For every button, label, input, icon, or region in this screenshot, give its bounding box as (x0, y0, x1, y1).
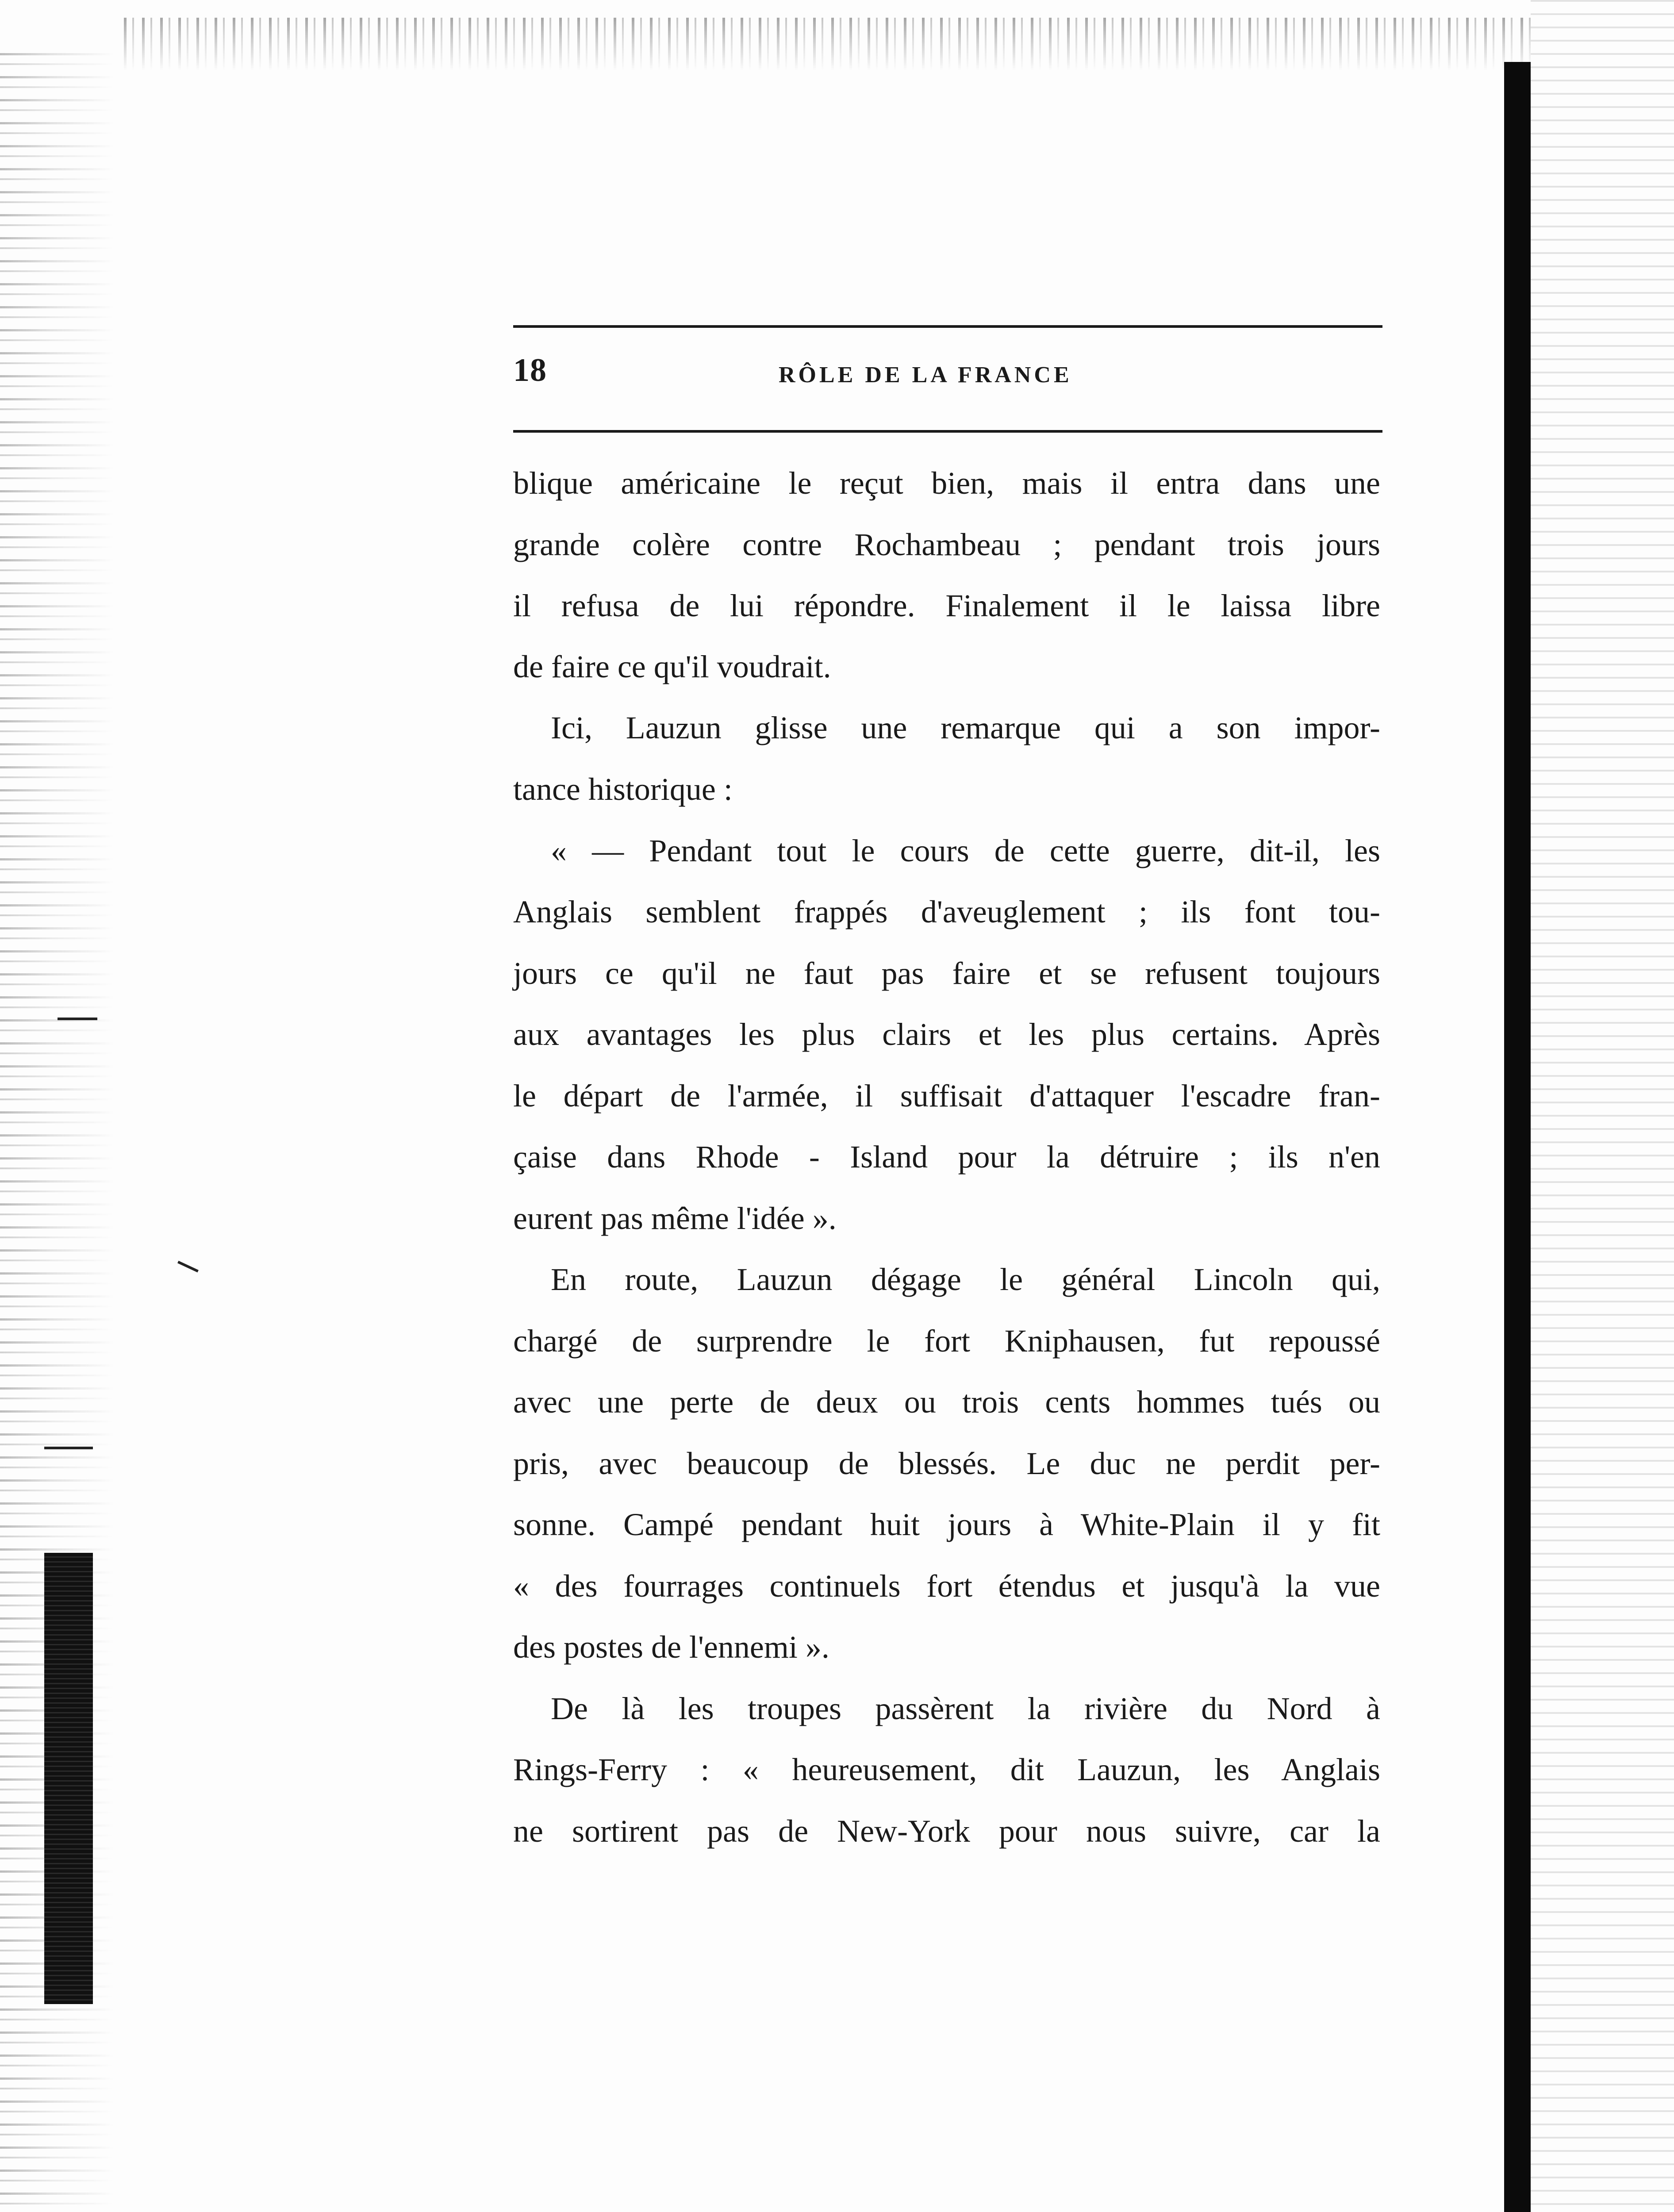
text-line: aux avantages les plus clairs et les plus certains. Après (513, 1017, 1380, 1052)
text-line: « des fourrages continuels fort étendus et jusqu'à la vue (513, 1568, 1380, 1604)
text-line: Rings-Ferry : « heureusement, dit Lauzun, les Anglais (513, 1752, 1380, 1787)
text-line: blique américaine le reçut bien, mais il entra dans une (513, 465, 1380, 501)
text-line: de faire ce qu'il voudrait. (513, 649, 831, 684)
page-number: 18 (513, 352, 547, 388)
text-line: ne sortirent pas de New-York pour nous suivre, car la (513, 1813, 1380, 1849)
text-line: chargé de surprendre le fort Kniphausen, fut repoussé (513, 1323, 1380, 1359)
text-line: il refusa de lui répondre. Finalement il le laissa libre (513, 588, 1380, 623)
text-line: eurent pas même l'idée ». (513, 1201, 837, 1236)
text-line: avec une perte de deux ou trois cents hommes tués ou (513, 1384, 1380, 1420)
text-line: tance historique : (513, 772, 733, 807)
running-head: RÔLE DE LA FRANCE (779, 362, 1072, 388)
text-line: jours ce qu'il ne faut pas faire et se refusent toujours (513, 956, 1380, 991)
text-line: des postes de l'ennemi ». (513, 1629, 829, 1665)
text-line: De là les troupes passèrent la rivière du Nord à (551, 1691, 1380, 1726)
text-line: Ici, Lauzun glisse une remarque qui a son impor- (551, 710, 1380, 745)
text-line: En route, Lauzun dégage le général Lincoln qui, (551, 1262, 1380, 1297)
text-line: pris, avec beaucoup de blessés. Le duc ne perdit per- (513, 1446, 1380, 1481)
text-line: « — Pendant tout le cours de cette guerre, dit-il, les (551, 833, 1380, 868)
text-line: sonne. Campé pendant huit jours à White-Plain il y fit (513, 1507, 1380, 1542)
text-line: grande colère contre Rochambeau ; pendant trois jours (513, 527, 1380, 562)
text-line: Anglais semblent frappés d'aveuglement ; ils font tou- (513, 894, 1380, 929)
text-line: çaise dans Rhode - Island pour la détruire ; ils n'en (513, 1139, 1380, 1175)
text-line: le départ de l'armée, il suffisait d'attaquer l'escadre fran- (513, 1078, 1380, 1114)
